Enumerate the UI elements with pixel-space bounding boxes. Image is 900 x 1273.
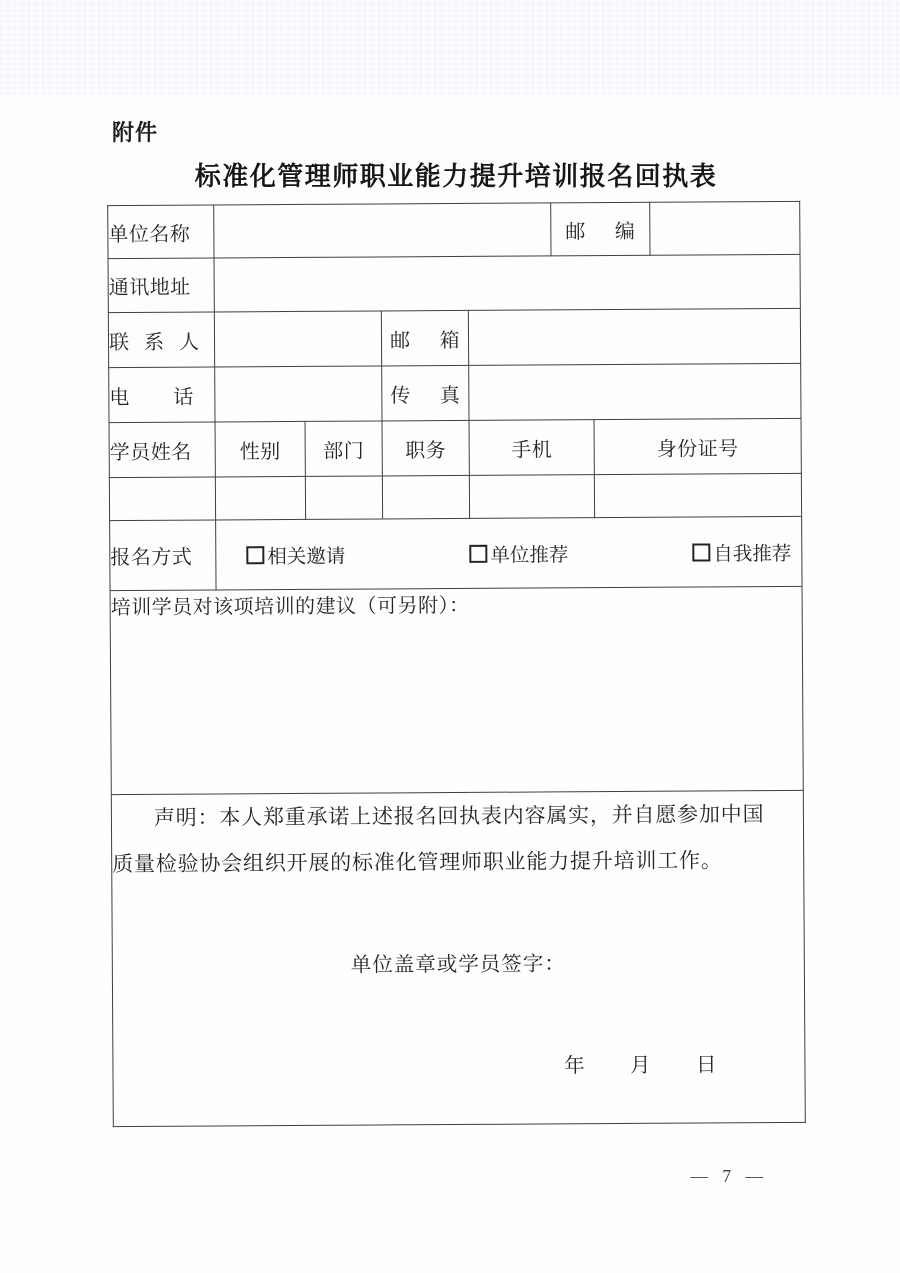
id-number-value-cell	[594, 473, 801, 517]
row-unit-name	[108, 201, 800, 258]
registration-form-table	[107, 201, 806, 1127]
id-number-header: 身份证号	[594, 418, 801, 474]
option-unit-recommendation	[469, 539, 568, 568]
position-value-cell	[382, 475, 469, 519]
date-line: 年 月 日	[564, 1054, 717, 1078]
address-label: 通讯地址	[108, 258, 214, 313]
page-title: 标准化管理师职业能力提升培训报名回执表	[194, 161, 718, 191]
row-address	[108, 254, 800, 312]
option-label: 相关邀请	[267, 546, 346, 568]
department-value-cell	[305, 476, 382, 519]
unit-name-label: 单位名称	[108, 205, 214, 259]
checkbox-icon	[469, 544, 487, 562]
option-self-recommendation	[692, 537, 791, 566]
scan-artifact-texture	[0, 0, 900, 95]
declaration-cell	[111, 790, 805, 1126]
row-declaration	[111, 790, 805, 1126]
registration-method-label: 报名方式	[110, 520, 216, 591]
checkbox-icon	[246, 546, 264, 564]
contact-value-cell	[214, 311, 381, 367]
suggestion-label: 培训学员对该项培训的建议（可另附）：	[110, 594, 470, 620]
attachment-label: 附件	[112, 120, 159, 145]
fax-label: 传 真	[382, 365, 469, 421]
position-header: 职务	[382, 420, 469, 476]
page-number: — 7 —	[690, 1166, 764, 1186]
unit-name-value-cell	[214, 203, 551, 258]
postal-code-label: 邮 编	[551, 202, 650, 256]
row-registration-method	[110, 516, 802, 590]
trainee-name-value-cell	[109, 477, 215, 521]
row-contact	[108, 308, 800, 367]
fax-value-cell	[469, 363, 801, 420]
registration-method-options-cell	[216, 516, 802, 590]
department-header: 部门	[305, 421, 382, 476]
option-label: 自我推荐	[713, 543, 792, 565]
gender-header: 性别	[215, 421, 305, 477]
phone-label: 电 话	[109, 367, 215, 423]
mobile-header: 手机	[469, 420, 594, 476]
declaration-line-1: 声明：本人郑重承诺上述报名回执表内容属实，并自愿参加中国	[153, 802, 765, 830]
declaration-line-2: 质量检验协会组织开展的标准化管理师职业能力提升培训工作。	[112, 848, 723, 877]
address-value-cell	[214, 254, 800, 312]
mobile-value-cell	[469, 475, 594, 519]
trainee-name-header: 学员姓名	[109, 422, 215, 478]
suggestion-cell	[110, 586, 803, 794]
checkbox-icon	[692, 543, 710, 561]
signature-label: 单位盖章或学员签字：	[350, 953, 566, 977]
phone-value-cell	[215, 366, 382, 422]
row-trainee-empty	[109, 473, 801, 520]
option-related-invitation	[246, 540, 345, 569]
gender-value-cell	[215, 476, 305, 520]
row-trainee-headers	[109, 418, 801, 477]
row-phone	[109, 363, 801, 422]
row-suggestion	[110, 586, 803, 794]
option-label: 单位推荐	[490, 544, 569, 567]
postal-code-value-cell	[650, 201, 800, 255]
contact-label: 联 系 人	[108, 312, 214, 368]
email-value-cell	[468, 308, 800, 365]
email-label: 邮 箱	[381, 310, 468, 366]
